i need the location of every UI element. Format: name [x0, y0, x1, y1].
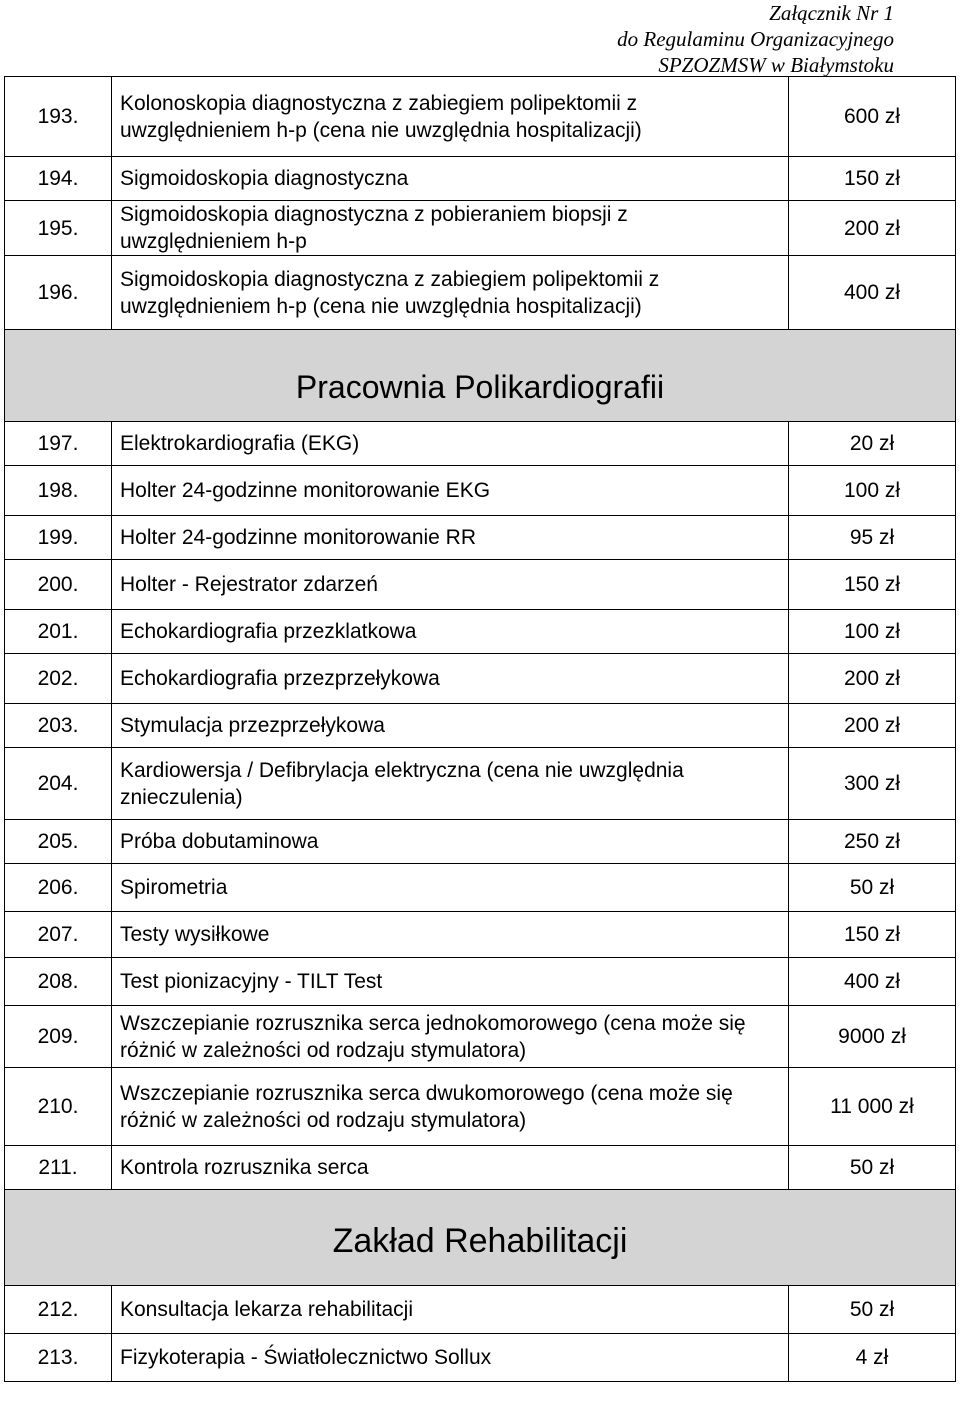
row-number: 200.: [5, 560, 112, 610]
row-number: 206.: [5, 864, 112, 912]
row-number: 207.: [5, 912, 112, 958]
procedure-price: 50 zł: [789, 864, 956, 912]
row-number: 203.: [5, 704, 112, 748]
row-number: 197.: [5, 422, 112, 466]
row-number: 194.: [5, 157, 112, 201]
procedure-price: 150 zł: [789, 912, 956, 958]
row-number: 213.: [5, 1334, 112, 1382]
procedure-name: Elektrokardiografia (EKG): [112, 422, 789, 466]
row-number: 209.: [5, 1006, 112, 1068]
table-row: [5, 704, 956, 748]
procedure-price: 400 zł: [789, 256, 956, 330]
table-row: [5, 466, 956, 516]
procedure-price: 200 zł: [789, 654, 956, 704]
table-row: [5, 560, 956, 610]
procedure-name: Echokardiografia przezklatkowa: [112, 610, 789, 654]
table-row: [5, 256, 956, 330]
table-row: [5, 157, 956, 201]
procedure-price: 11 000 zł: [789, 1068, 956, 1146]
procedure-name: Wszczepianie rozrusznika serca dwukomorowego (cena może się różnić w zależności od rodzaju stymulatora): [112, 1068, 789, 1146]
row-number: 202.: [5, 654, 112, 704]
table-row: [5, 1146, 956, 1190]
row-number: 193.: [5, 77, 112, 157]
procedure-name: Kardiowersja / Defibrylacja elektryczna (cena nie uwzględnia znieczulenia): [112, 748, 789, 820]
table-row: [5, 654, 956, 704]
table-row: [5, 820, 956, 864]
row-number: 199.: [5, 516, 112, 560]
row-number: 198.: [5, 466, 112, 516]
table-row: [5, 912, 956, 958]
procedure-price: 200 zł: [789, 704, 956, 748]
procedure-price: 50 zł: [789, 1286, 956, 1334]
header-line-regulation: do Regulaminu Organizacyjnego: [617, 27, 894, 51]
procedure-price: 9000 zł: [789, 1006, 956, 1068]
procedure-name: Kolonoskopia diagnostyczna z zabiegiem polipektomii z uwzględnieniem h-p (cena nie uwzględnia hospitalizacji): [112, 77, 789, 157]
procedure-name: Holter 24-godzinne monitorowanie RR: [112, 516, 789, 560]
procedure-price: 400 zł: [789, 958, 956, 1006]
table-row: [5, 610, 956, 654]
row-number: 196.: [5, 256, 112, 330]
procedure-name: Echokardiografia przezprzełykowa: [112, 654, 789, 704]
row-number: 211.: [5, 1146, 112, 1190]
procedure-price: 200 zł: [789, 201, 956, 256]
procedure-price: 250 zł: [789, 820, 956, 864]
procedure-name: Holter 24-godzinne monitorowanie EKG: [112, 466, 789, 516]
procedure-price: 150 zł: [789, 560, 956, 610]
procedure-name: Konsultacja lekarza rehabilitacji: [112, 1286, 789, 1334]
procedure-name: Testy wysiłkowe: [112, 912, 789, 958]
procedure-name: Sigmoidoskopia diagnostyczna z zabiegiem polipektomii z uwzględnieniem h-p (cena nie uwzględnia hospitalizacji): [112, 256, 789, 330]
section-header-row: [5, 1190, 956, 1286]
procedure-price: 150 zł: [789, 157, 956, 201]
row-number: 208.: [5, 958, 112, 1006]
row-number: 195.: [5, 201, 112, 256]
row-number: 204.: [5, 748, 112, 820]
section-title: Zakład Rehabilitacji: [332, 1221, 628, 1260]
table-row: [5, 1334, 956, 1382]
header-line-institution: SPZOZMSW w Białymstoku: [658, 53, 894, 77]
procedure-name: Sigmoidoskopia diagnostyczna: [112, 157, 789, 201]
procedure-price: 95 zł: [789, 516, 956, 560]
row-number: 210.: [5, 1068, 112, 1146]
price-list-table: [4, 76, 956, 1382]
table-row: [5, 422, 956, 466]
procedure-name: Holter - Rejestrator zdarzeń: [112, 560, 789, 610]
document-header: [617, 0, 894, 78]
table-row: [5, 864, 956, 912]
header-line-annex: Załącznik Nr 1: [769, 1, 894, 25]
procedure-price: 20 zł: [789, 422, 956, 466]
table-row: [5, 77, 956, 157]
procedure-name: Fizykoterapia - Światłolecznictwo Sollux: [112, 1334, 789, 1382]
procedure-name: Stymulacja przezprzełykowa: [112, 704, 789, 748]
section-header-cell: [5, 330, 956, 422]
section-header-row: [5, 330, 956, 422]
table-row: [5, 1068, 956, 1146]
table-row: [5, 1006, 956, 1068]
procedure-price: 600 zł: [789, 77, 956, 157]
procedure-price: 300 zł: [789, 748, 956, 820]
section-header-cell: [5, 1190, 956, 1286]
procedure-name: Próba dobutaminowa: [112, 820, 789, 864]
row-number: 201.: [5, 610, 112, 654]
section-title: Pracownia Polikardiografii: [295, 368, 665, 405]
table-row: [5, 958, 956, 1006]
table-row: [5, 1286, 956, 1334]
procedure-name: Sigmoidoskopia diagnostyczna z pobieraniem biopsji z uwzględnieniem h-p: [112, 201, 789, 256]
procedure-name: Kontrola rozrusznika serca: [112, 1146, 789, 1190]
procedure-price: 100 zł: [789, 466, 956, 516]
procedure-price: 4 zł: [789, 1334, 956, 1382]
table-row: [5, 748, 956, 820]
row-number: 205.: [5, 820, 112, 864]
table-row: [5, 201, 956, 256]
procedure-name: Spirometria: [112, 864, 789, 912]
procedure-name: Wszczepianie rozrusznika serca jednokomorowego (cena może się różnić w zależności od rodzaju stymulatora): [112, 1006, 789, 1068]
procedure-price: 50 zł: [789, 1146, 956, 1190]
row-number: 212.: [5, 1286, 112, 1334]
table-row: [5, 516, 956, 560]
procedure-name: Test pionizacyjny - TILT Test: [112, 958, 789, 1006]
procedure-price: 100 zł: [789, 610, 956, 654]
